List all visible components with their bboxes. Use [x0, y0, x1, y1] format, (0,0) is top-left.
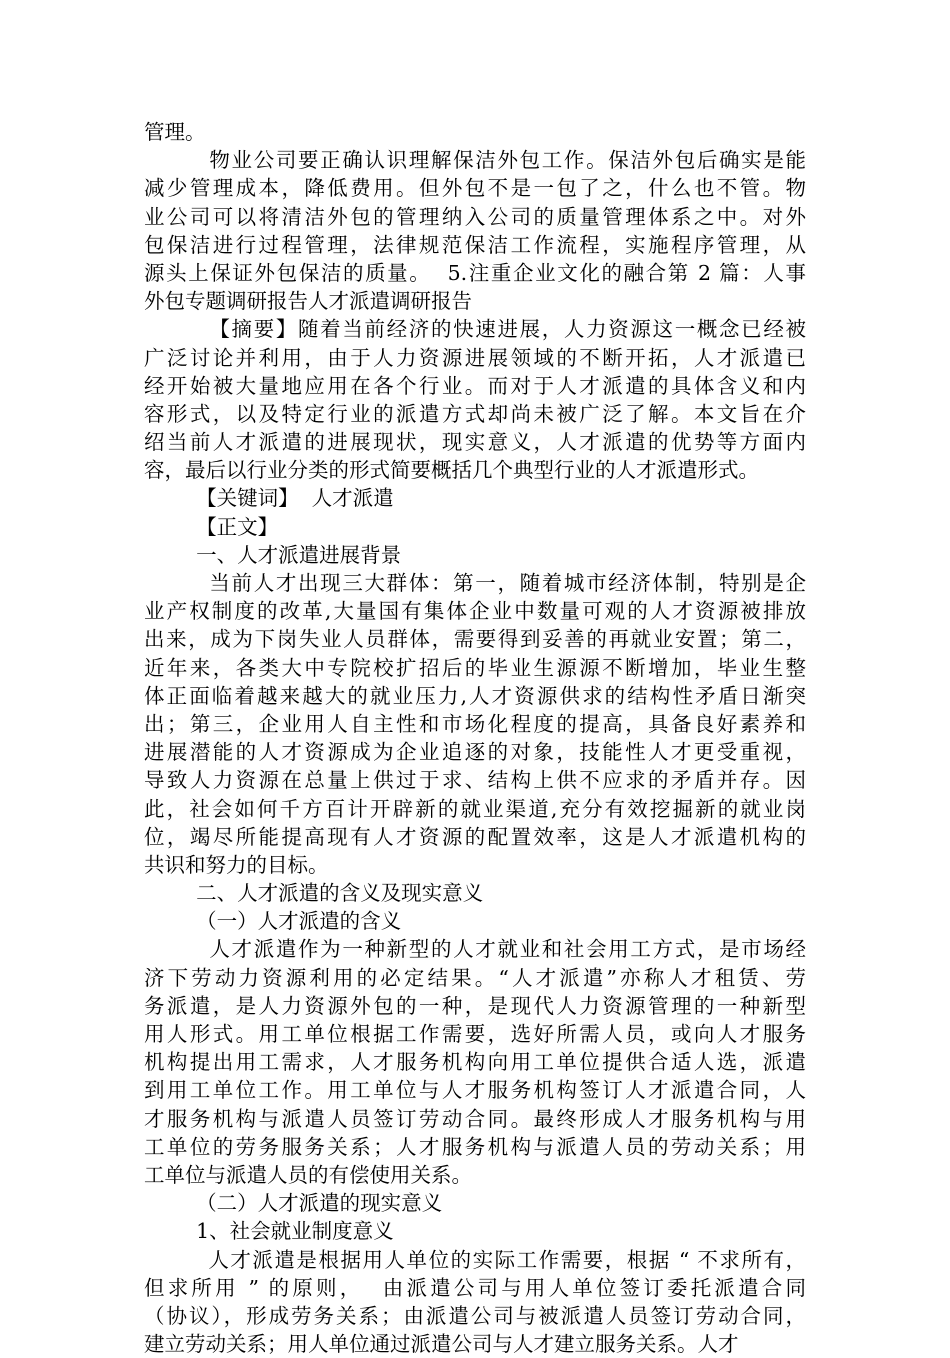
text-line: （协议），形成劳务关系；由派遣公司与被派遣人员签订劳动合同， [144, 1303, 806, 1328]
text-line: 一、人才派遣进展背景 [144, 542, 402, 567]
text-line: 绍当前人才派遣的进展现状，现实意义，人才派遣的优势等方面内 [144, 430, 806, 455]
text-line: 源头上保证外包保洁的质量。 5.注重企业文化的融合第 2 篇：人事 [144, 260, 806, 285]
text-line: 【关键词】 人才派遣 [144, 486, 394, 511]
text-line: 容形式，以及特定行业的派遣方式却尚未被广泛了解。本文旨在介 [144, 401, 806, 426]
text-line: 【正文】 [144, 514, 279, 539]
text-line: 外包专题调研报告人才派遣调研报告 [144, 289, 472, 314]
text-line: 此，社会如何千方百计开辟新的就业渠道,充分有效挖掘新的就业岗 [144, 796, 806, 821]
text-line: 人才派遣是根据用人单位的实际工作需要，根据 “ 不求所有， [144, 1247, 806, 1272]
text-line: 人才派遣作为一种新型的人才就业和社会用工方式，是市场经 [144, 937, 806, 962]
text-line: 广泛讨论并利用，由于人力资源进展领域的不断开拓，人才派遣已 [144, 345, 806, 370]
text-line: 机构提出用工需求，人才服务机构向用工单位提供合适人选，派遣 [144, 1050, 806, 1075]
text-line: 管理。 [144, 120, 206, 144]
text-line: 济下劳动力资源利用的必定结果。“人才派遣”亦称人才租赁、劳 [144, 965, 806, 990]
text-line: 导致人力资源在总量上供过于求、结构上供不应求的矛盾并存。因 [144, 768, 806, 793]
text-line: （一）人才派遣的含义 [144, 909, 402, 934]
text-line: 近年来，各类大中专院校扩招后的毕业生源源不断增加，毕业生整 [144, 655, 806, 680]
text-line: （二）人才派遣的现实意义 [144, 1191, 443, 1216]
text-line: 经开始被大量地应用在各个行业。而对于人才派遣的具体含义和内 [144, 373, 806, 398]
text-line: 容，最后以行业分类的形式简要概括几个典型行业的人才派遣形式。 [144, 458, 759, 483]
text-line: 二、人才派遣的含义及现实意义 [144, 881, 484, 906]
text-line: 业产权制度的改革,大量国有集体企业中数量可观的人才资源被排放 [144, 599, 806, 624]
text-line: 工单位与派遣人员的有偿使用关系。 [144, 1162, 472, 1187]
text-line: 建立劳动关系；用人单位通过派遣公司与人才建立服务关系。人才 [144, 1332, 739, 1357]
text-line: 当前人才出现三大群体：第一，随着城市经济体制，特别是企 [144, 571, 806, 595]
text-line: 工单位的劳务服务关系；人才服务机构与派遣人员的劳动关系；用 [144, 1134, 806, 1159]
document-page [144, 118, 806, 1358]
text-line: 包保洁进行过程管理，法律规范保洁工作流程，实施程序管理，从 [144, 232, 806, 257]
text-line: 到用工单位工作。用工单位与人才服务机构签订人才派遣合同，人 [144, 1078, 806, 1103]
text-line: 才服务机构与派遣人员签订劳动合同。最终形成人才服务机构与用 [144, 1106, 806, 1131]
text-line: 位，竭尽所能提高现有人才资源的配置效率，这是人才派遣机构的 [144, 824, 806, 849]
document-body [144, 118, 806, 1358]
text-line: 务派遣，是人力资源外包的一种，是现代人力资源管理的一种新型 [144, 993, 806, 1018]
text-line: 【摘要】随着当前经济的快速进展，人力资源这一概念已经被 [144, 317, 806, 342]
text-line: 减少管理成本，降低费用。但外包不是一包了之，什么也不管。物 [144, 176, 806, 201]
text-line: 出；第三，企业用人自主性和市场化程度的提高，具备良好素养和 [144, 711, 806, 736]
text-line: 业公司可以将清洁外包的管理纳入公司的质量管理体系之中。对外 [144, 204, 806, 229]
text-line: 物业公司要正确认识理解保洁外包工作。保洁外包后确实是能 [144, 148, 806, 173]
text-line: 进展潜能的人才资源成为企业追逐的对象，技能性人才更受重视， [144, 740, 806, 765]
text-line: 共识和努力的目标。 [144, 852, 329, 877]
text-line: 体正面临着越来越大的就业压力,人才资源供求的结构性矛盾日渐突 [144, 683, 806, 708]
text-line: 用人形式。用工单位根据工作需要，选好所需人员，或向人才服务 [144, 1022, 806, 1046]
text-line: 1、社会就业制度意义 [144, 1219, 394, 1244]
text-line: 出来，成为下岗失业人员群体，需要得到妥善的再就业安置；第二， [144, 627, 806, 652]
text-line: 但求所用 ” 的原则， 由派遣公司与用人单位签订委托派遣合同 [144, 1275, 806, 1300]
